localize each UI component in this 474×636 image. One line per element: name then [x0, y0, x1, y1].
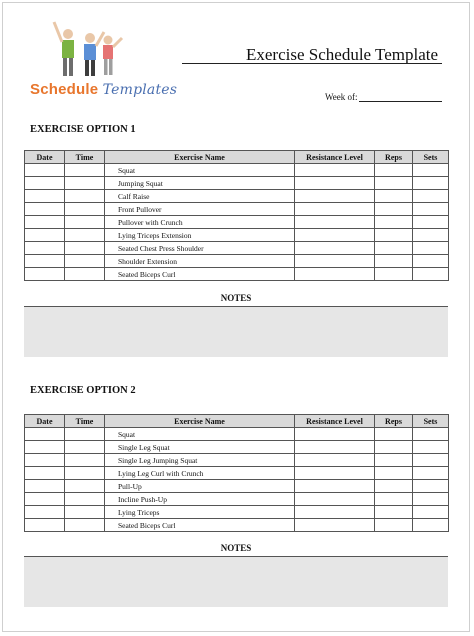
entry-cell[interactable]	[295, 268, 375, 281]
entry-cell[interactable]	[25, 229, 65, 242]
exercise-name-cell: Jumping Squat	[105, 177, 295, 190]
entry-cell[interactable]	[25, 216, 65, 229]
entry-cell[interactable]	[65, 177, 105, 190]
entry-cell[interactable]	[413, 177, 449, 190]
option2-notes-area[interactable]	[24, 556, 448, 607]
table-row	[25, 190, 449, 203]
option2-notes-label: NOTES	[220, 543, 252, 553]
exercise-name-cell: Lying Triceps	[105, 506, 295, 519]
table-row	[25, 428, 449, 441]
entry-cell[interactable]	[25, 506, 65, 519]
column-header: Sets	[413, 415, 449, 428]
table-row	[25, 164, 449, 177]
logo-text-schedule: Schedule	[30, 81, 99, 98]
entry-cell[interactable]	[295, 467, 375, 480]
entry-cell[interactable]	[25, 441, 65, 454]
column-header: Resistance Level	[295, 415, 375, 428]
entry-cell[interactable]	[25, 480, 65, 493]
table-row	[25, 268, 449, 281]
entry-cell[interactable]	[413, 229, 449, 242]
entry-cell[interactable]	[295, 255, 375, 268]
exercise-name-cell: Pullover with Crunch	[105, 216, 295, 229]
entry-cell[interactable]	[375, 268, 413, 281]
column-header: Date	[25, 415, 65, 428]
exercise-name-cell: Squat	[105, 164, 295, 177]
entry-cell[interactable]	[375, 428, 413, 441]
entry-cell[interactable]	[65, 454, 105, 467]
entry-cell[interactable]	[295, 428, 375, 441]
entry-cell[interactable]	[375, 242, 413, 255]
table-row	[25, 229, 449, 242]
entry-cell[interactable]	[413, 190, 449, 203]
table-row	[25, 506, 449, 519]
entry-cell[interactable]	[25, 268, 65, 281]
entry-cell[interactable]	[375, 493, 413, 506]
column-header: Sets	[413, 151, 449, 164]
entry-cell[interactable]	[65, 519, 105, 532]
column-header: Reps	[375, 415, 413, 428]
exercise-name-cell: Single Leg Squat	[105, 441, 295, 454]
entry-cell[interactable]	[295, 190, 375, 203]
entry-cell[interactable]	[65, 428, 105, 441]
table-row	[25, 242, 449, 255]
exercise-name-cell: Seated Biceps Curl	[105, 519, 295, 532]
entry-cell[interactable]	[295, 493, 375, 506]
week-of-label: Week of:	[325, 92, 358, 102]
exercise-name-cell: Front Pullover	[105, 203, 295, 216]
entry-cell[interactable]	[25, 428, 65, 441]
table-row	[25, 216, 449, 229]
entry-cell[interactable]	[413, 164, 449, 177]
entry-cell[interactable]	[25, 467, 65, 480]
entry-cell[interactable]	[65, 216, 105, 229]
entry-cell[interactable]	[295, 454, 375, 467]
entry-cell[interactable]	[413, 467, 449, 480]
table-row	[25, 454, 449, 467]
entry-cell[interactable]	[25, 255, 65, 268]
entry-cell[interactable]	[413, 203, 449, 216]
table-row	[25, 177, 449, 190]
entry-cell[interactable]	[65, 164, 105, 177]
exercise-name-cell: Shoulder Extension	[105, 255, 295, 268]
entry-cell[interactable]	[375, 164, 413, 177]
entry-cell[interactable]	[65, 506, 105, 519]
entry-cell[interactable]	[65, 229, 105, 242]
entry-cell[interactable]	[375, 480, 413, 493]
entry-cell[interactable]	[413, 493, 449, 506]
entry-cell[interactable]	[375, 506, 413, 519]
title-underline	[182, 63, 442, 64]
table-row	[25, 255, 449, 268]
entry-cell[interactable]	[65, 467, 105, 480]
option1-table	[24, 150, 449, 281]
entry-cell[interactable]	[65, 255, 105, 268]
entry-cell[interactable]	[375, 454, 413, 467]
column-header: Date	[25, 151, 65, 164]
option1-notes-label: NOTES	[220, 293, 252, 303]
entry-cell[interactable]	[65, 190, 105, 203]
entry-cell[interactable]	[25, 190, 65, 203]
table-row	[25, 441, 449, 454]
entry-cell[interactable]	[65, 203, 105, 216]
entry-cell[interactable]	[375, 229, 413, 242]
entry-cell[interactable]	[25, 164, 65, 177]
entry-cell[interactable]	[25, 519, 65, 532]
week-of-input-line[interactable]	[359, 101, 442, 102]
entry-cell[interactable]	[413, 216, 449, 229]
table-row	[25, 467, 449, 480]
exercise-name-cell: Incline Push-Up	[105, 493, 295, 506]
entry-cell[interactable]	[295, 480, 375, 493]
entry-cell[interactable]	[375, 216, 413, 229]
exercise-name-cell: Seated Chest Press Shoulder	[105, 242, 295, 255]
entry-cell[interactable]	[295, 519, 375, 532]
logo-text	[30, 81, 177, 98]
exercise-name-cell: Single Leg Jumping Squat	[105, 454, 295, 467]
column-header: Resistance Level	[295, 151, 375, 164]
entry-cell[interactable]	[65, 268, 105, 281]
entry-cell[interactable]	[295, 164, 375, 177]
entry-cell[interactable]	[375, 441, 413, 454]
logo-text-templates: Templates	[102, 82, 178, 98]
column-header: Time	[65, 151, 105, 164]
exercise-name-cell: Seated Biceps Curl	[105, 268, 295, 281]
entry-cell[interactable]	[375, 519, 413, 532]
entry-cell[interactable]	[413, 480, 449, 493]
entry-cell[interactable]	[413, 242, 449, 255]
entry-cell[interactable]	[25, 493, 65, 506]
entry-cell[interactable]	[65, 480, 105, 493]
entry-cell[interactable]	[413, 454, 449, 467]
exercise-name-cell: Calf Raise	[105, 190, 295, 203]
entry-cell[interactable]	[295, 203, 375, 216]
column-header: Exercise Name	[105, 151, 295, 164]
table-row	[25, 480, 449, 493]
entry-cell[interactable]	[413, 255, 449, 268]
entry-cell[interactable]	[413, 506, 449, 519]
entry-cell[interactable]	[375, 203, 413, 216]
entry-cell[interactable]	[25, 177, 65, 190]
entry-cell[interactable]	[295, 441, 375, 454]
table-row	[25, 203, 449, 216]
table-row	[25, 519, 449, 532]
exercise-name-cell: Squat	[105, 428, 295, 441]
table-row	[25, 493, 449, 506]
entry-cell[interactable]	[375, 177, 413, 190]
option1-title: EXERCISE OPTION 1	[30, 124, 136, 135]
entry-cell[interactable]	[295, 242, 375, 255]
entry-cell[interactable]	[375, 467, 413, 480]
entry-cell[interactable]	[413, 428, 449, 441]
entry-cell[interactable]	[295, 177, 375, 190]
exercise-name-cell: Lying Triceps Extension	[105, 229, 295, 242]
entry-cell[interactable]	[295, 216, 375, 229]
entry-cell[interactable]	[65, 242, 105, 255]
exercise-name-cell: Lying Leg Curl with Crunch	[105, 467, 295, 480]
entry-cell[interactable]	[413, 441, 449, 454]
option2-table	[24, 414, 449, 532]
entry-cell[interactable]	[375, 255, 413, 268]
column-header: Time	[65, 415, 105, 428]
entry-cell[interactable]	[413, 268, 449, 281]
column-header: Exercise Name	[105, 415, 295, 428]
page-title: Exercise Schedule Template	[246, 45, 439, 64]
entry-cell[interactable]	[25, 242, 65, 255]
entry-cell[interactable]	[65, 441, 105, 454]
exercise-name-cell: Pull-Up	[105, 480, 295, 493]
entry-cell[interactable]	[295, 506, 375, 519]
option1-notes-area[interactable]	[24, 306, 448, 357]
entry-cell[interactable]	[65, 493, 105, 506]
entry-cell[interactable]	[295, 229, 375, 242]
column-header: Reps	[375, 151, 413, 164]
option2-title: EXERCISE OPTION 2	[30, 385, 136, 396]
entry-cell[interactable]	[413, 519, 449, 532]
entry-cell[interactable]	[25, 203, 65, 216]
entry-cell[interactable]	[375, 190, 413, 203]
entry-cell[interactable]	[25, 454, 65, 467]
